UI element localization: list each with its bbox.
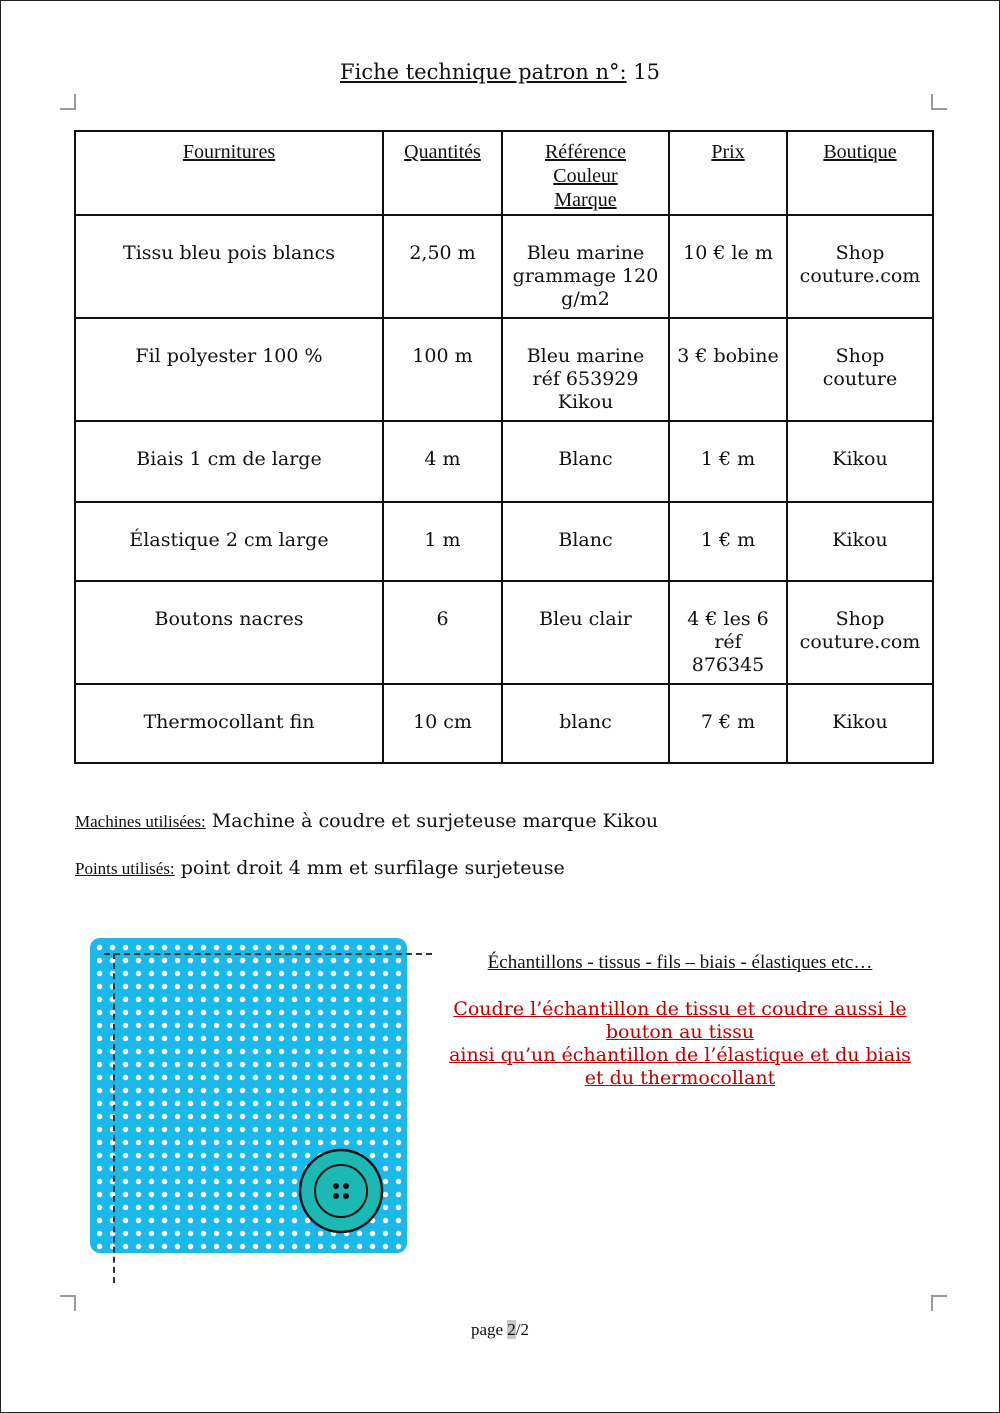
instruction-line: et du thermocollant [584,1067,776,1089]
header-reference-line: Référence [544,141,627,163]
cut-line-horizontal [104,953,432,955]
table-row [75,581,933,684]
cell-reference-line: blanc [559,711,612,733]
cut-line-vertical [113,953,115,1283]
cell-prix [669,318,787,421]
cell-boutique-line: Kikou [832,711,888,733]
cell-prix [669,684,787,763]
header-marque-line: Marque [554,189,617,211]
cell-fourniture: Tissu bleu pois blancs [75,215,383,318]
cell-boutique [787,421,933,502]
machines-label: Machines utilisées: [75,812,206,831]
cell-prix-line: 876345 [691,654,765,676]
supplies-table [74,130,934,764]
cell-quantite: 100 m [383,318,502,421]
cell-reference-line: Blanc [558,448,613,470]
cell-reference-line: g/m2 [561,288,610,310]
page-prefix: page [470,1320,508,1339]
page-total: /2 [515,1320,530,1339]
instruction-line: Coudre l’échantillon de tissu et coudre aussi le [453,998,907,1020]
cell-boutique-line: Kikou [832,448,888,470]
machines-line [75,810,658,832]
header-fournitures: Fournitures [75,131,383,215]
cell-reference-line: grammage 120 [512,265,659,287]
header-reference [502,131,669,215]
header-boutique: Boutique [787,131,933,215]
cell-boutique [787,581,933,684]
cell-reference [502,421,669,502]
cell-reference [502,581,669,684]
samples-heading: Échantillons - tissus - fils – biais - élastiques etc… [487,952,873,973]
table-row [75,215,933,318]
cell-boutique [787,215,933,318]
cell-reference-line: Bleu clair [539,608,632,630]
title-label: Fiche technique patron n°: [340,60,627,84]
page-current: 2 [507,1320,516,1339]
cell-prix [669,215,787,318]
points-value: point droit 4 mm et surfilage surjeteuse [174,857,565,879]
table-body [75,215,933,763]
cell-reference-line: Bleu marine [526,242,645,264]
margin-mark-bottom-right [931,1295,947,1311]
margin-mark-top-left [60,94,76,110]
sewing-button-icon [298,1148,384,1234]
cell-prix [669,502,787,581]
cell-boutique-line: Shop [835,608,885,630]
cell-prix-line: 4 € les 6 [687,608,769,630]
cell-prix [669,581,787,684]
cell-boutique [787,502,933,581]
instruction-line: ainsi qu’un échantillon de l’élastique et du biais [449,1044,911,1066]
cell-reference-line: Bleu marine [526,345,645,367]
cell-quantite: 10 cm [383,684,502,763]
cell-boutique-line: Shop [835,242,885,264]
cell-reference-line: Blanc [558,529,613,551]
cell-quantite: 1 m [383,502,502,581]
cell-boutique [787,318,933,421]
cell-prix-line: 1 € m [700,448,756,470]
cell-reference [502,318,669,421]
cell-prix-line: 10 € le m [683,242,773,264]
page-number [0,1320,1000,1340]
table-row [75,684,933,763]
margin-mark-top-right [931,94,947,110]
sample-instructions [430,998,930,1090]
cell-fourniture: Thermocollant fin [75,684,383,763]
cell-quantite: 6 [383,581,502,684]
points-label: Points utilisés: [75,859,175,878]
title-number: 15 [626,60,660,84]
cell-reference-line: Kikou [557,391,614,413]
cell-prix [669,421,787,502]
cell-boutique-line: Shop [835,345,885,367]
document-title [0,60,1000,84]
header-quantites: Quantités [383,131,502,215]
cell-fourniture: Boutons nacres [75,581,383,684]
table-row [75,318,933,421]
cell-reference [502,684,669,763]
cell-prix-line: 1 € m [700,529,756,551]
cell-fourniture: Fil polyester 100 % [75,318,383,421]
cell-reference-line: réf 653929 [532,368,639,390]
cell-boutique [787,684,933,763]
cell-boutique-line: couture [822,368,898,390]
cell-prix-line: 3 € bobine [677,345,779,367]
instruction-line: bouton au tissu [605,1021,755,1043]
cell-boutique-line: couture.com [799,265,921,287]
header-prix: Prix [669,131,787,215]
cell-boutique-line: couture.com [799,631,921,653]
table-header-row [75,131,933,215]
points-line [75,857,565,879]
table-row [75,502,933,581]
cell-reference [502,215,669,318]
cell-boutique-line: Kikou [832,529,888,551]
cell-quantite: 2,50 m [383,215,502,318]
machines-value: Machine à coudre et surjeteuse marque Kikou [205,810,659,832]
table-row [75,421,933,502]
header-couleur-line: Couleur [553,165,618,187]
cell-fourniture: Élastique 2 cm large [75,502,383,581]
margin-mark-bottom-left [60,1295,76,1311]
cell-reference [502,502,669,581]
cell-quantite: 4 m [383,421,502,502]
cell-prix-line: 7 € m [700,711,756,733]
cell-prix-line: réf [714,631,742,653]
cell-fourniture: Biais 1 cm de large [75,421,383,502]
